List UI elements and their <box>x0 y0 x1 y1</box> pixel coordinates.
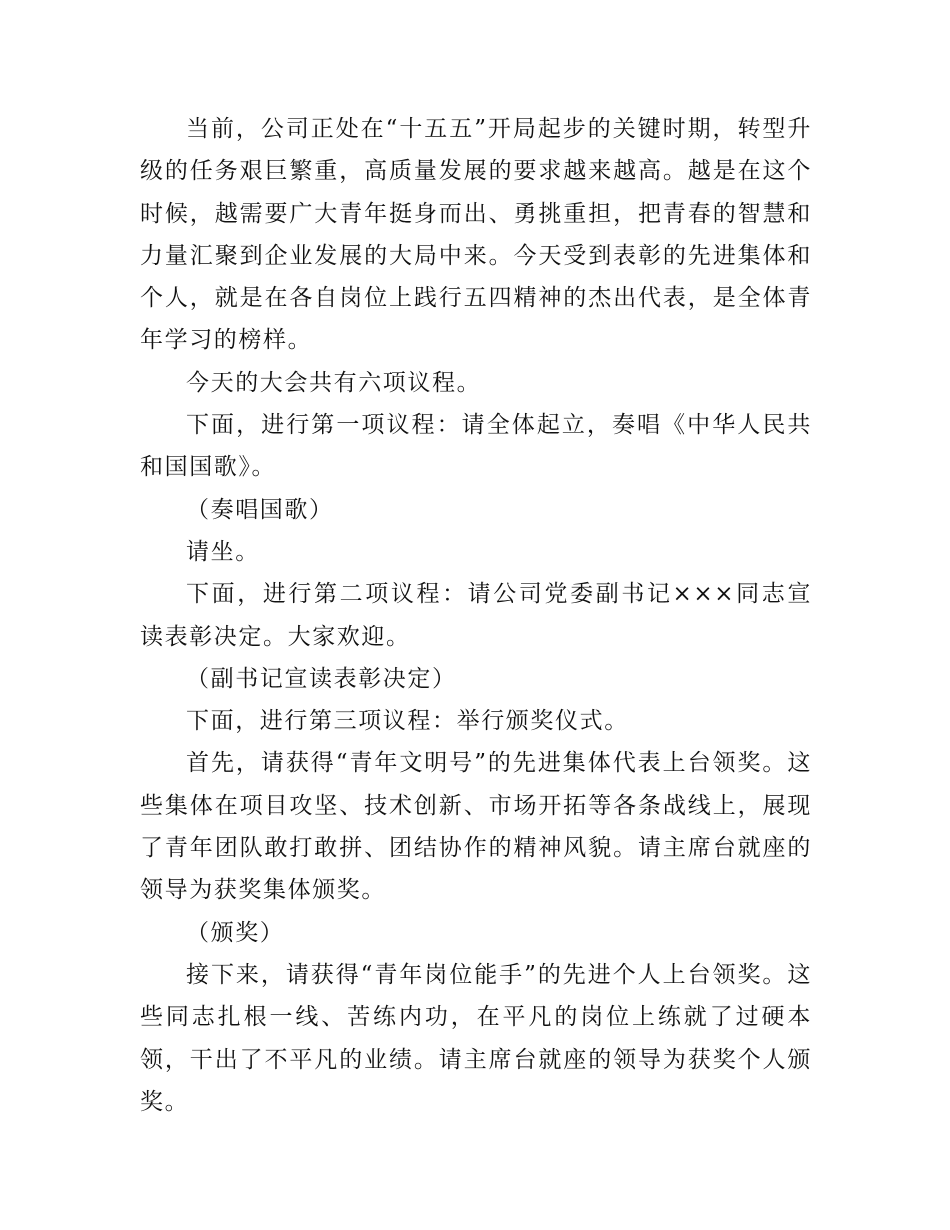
paragraph-agenda-intro: 今天的大会共有六项议程。 <box>186 369 482 396</box>
paragraph-award-individuals: 接下来，请获得“青年岗位能手”的先进个人上台领奖。这些同志扎根一线、苦练内功，在平凡的岗位上练就了过硬本领，干出了不平凡的业绩。请主席台就座的领导为获奖个人颁奖。 <box>140 961 812 1115</box>
paragraph-please-sit: 请坐。 <box>186 538 260 565</box>
paragraph-stage-note-decision: （副书记宣读表彰决定） <box>186 665 457 692</box>
paragraph-context: 当前，公司正处在“十五五”开局起步的关键时期，转型升级的任务艰巨繁重，高质量发展的要求越来越高。越是在这个时候，越需要广大青年挺身而出、勇挑重担，把青春的智慧和力量汇聚到企业发展的大局中来。今天受到表彰的先进集体和个人，就是在各自岗位上践行五四精神的杰出代表，是全体青年学习的榜样。 <box>140 116 812 354</box>
paragraph-stage-note-award: （颁奖） <box>186 919 285 946</box>
document-page <box>140 108 812 1123</box>
paragraph-agenda-item-1: 下面，进行第一项议程：请全体起立，奏唱《中华人民共和国国歌》。 <box>140 412 812 481</box>
paragraph-stage-note-anthem: （奏唱国歌） <box>186 496 334 523</box>
paragraph-agenda-item-3: 下面，进行第三项议程：举行颁奖仪式。 <box>186 708 629 735</box>
paragraph-award-collectives: 首先，请获得“青年文明号”的先进集体代表上台领奖。这些集体在项目攻坚、技术创新、市场开拓等各条战线上，展现了青年团队敢打敢拼、团结协作的精神风貌。请主席台就座的领导为获奖集体颁奖。 <box>140 750 812 904</box>
paragraph-agenda-item-2: 下面，进行第二项议程：请公司党委副书记×××同志宣读表彰决定。大家欢迎。 <box>140 581 812 650</box>
